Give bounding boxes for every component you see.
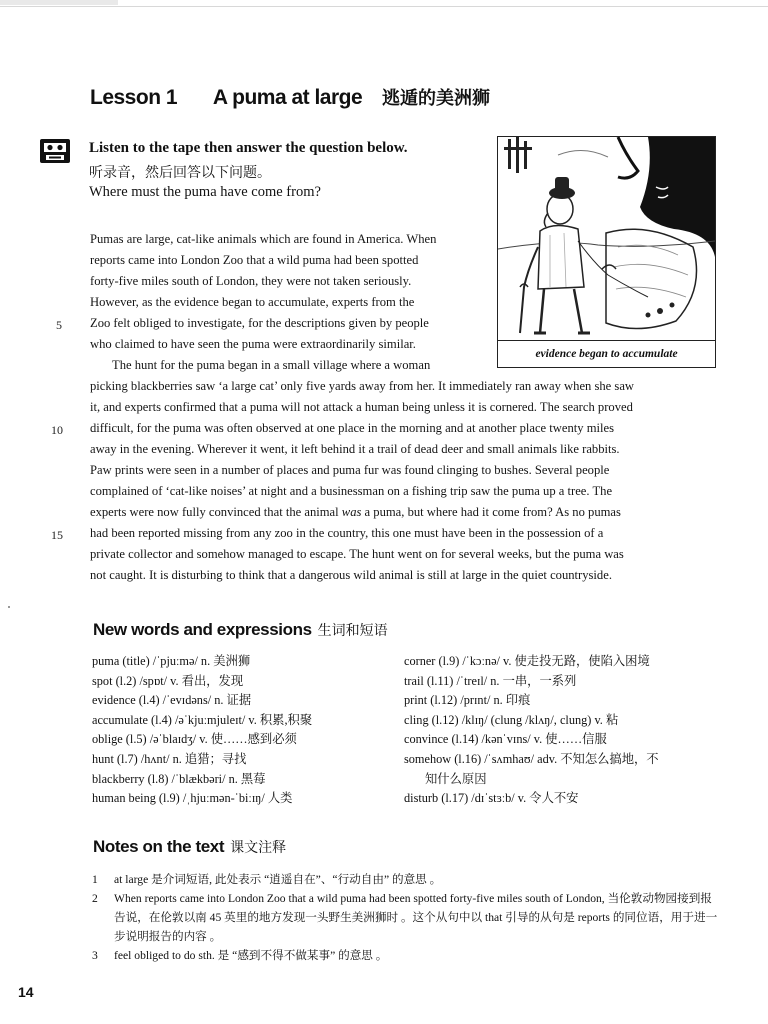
vocab-entry: puma (title) /ˈpjuːmə/ n. 美洲狮 <box>92 654 251 668</box>
vocab-list-right <box>404 652 714 809</box>
notes-heading-zh: 课文注释 <box>230 840 287 856</box>
vocab-entry <box>404 750 714 789</box>
vocab-list-left <box>92 652 392 809</box>
line-number: 15 <box>51 528 63 542</box>
passage-text: a puma, but where had it come from? As no pumas <box>361 505 621 519</box>
vocab-entry: convince (l.14) /kənˈvɪns/ v. 使……信服 <box>404 732 607 747</box>
note-item <box>92 946 720 965</box>
passage-line: away in the evening. Wherever it went, it left behind it a trail of dead deer and small animals like rabbits. <box>90 442 620 456</box>
note-number: 3 <box>92 949 98 962</box>
passage-line: it, and experts confirmed that a puma will not attack a human being unless it is cornered. The search proved <box>90 400 633 414</box>
note-text: When reports came into London Zoo that a wild puma had been spotted forty-five miles south of London, 当伦敦动物园接到报告说，在伦敦以南 45 英里的地方发现一头野生美洲狮时 。这个从句中以 that 引导的从句是 reports 的同位语，用于进一步说明报告的内容 。 <box>114 892 718 943</box>
passage-line: However, as the evidence began to accumulate, experts from the <box>90 295 415 309</box>
illustration-caption: evidence began to accumulate <box>498 340 715 367</box>
passage-line: Paw prints were seen in a number of places and puma fur was found clinging to bushes. Several people <box>90 463 610 477</box>
passage-line: who claimed to have seen the puma were extraordinarily similar. <box>90 337 416 351</box>
vocab-entry-text: somehow (l.16) /ˈsʌmhaʊ/ adv. 不知怎么搞地，不 <box>404 751 659 766</box>
passage-line: not caught. It is disturbing to think that a dangerous wild animal is still at large in the quiet countryside. <box>90 568 612 582</box>
margin-speck <box>8 606 10 608</box>
passage-emphasis: was <box>341 505 362 519</box>
passage-line: The hunt for the puma began in a small village where a woman <box>112 358 431 372</box>
vocab-entry: accumulate (l.4) /əˈkjuːmjuleɪt/ v. 积累,积聚 <box>92 712 313 727</box>
passage-line: picking blackberries saw ‘a large cat’ only five yards away from her. It immediately ran away when she saw <box>90 379 635 393</box>
notes-list <box>92 870 720 965</box>
lesson-title <box>90 84 490 110</box>
passage-top <box>90 229 478 376</box>
line-number: 10 <box>51 423 63 437</box>
cassette-tape-icon <box>39 138 71 164</box>
note-number: 2 <box>92 892 98 905</box>
vocab-entry: spot (l.2) /spɒt/ v. 看出，发现 <box>92 673 244 688</box>
notes-heading <box>93 837 286 857</box>
question-prompt-zh: 听录音，然后回答以下问题。 <box>89 165 271 181</box>
lesson-number: Lesson 1 <box>90 86 178 109</box>
passage-line: Pumas are large, cat-like animals which are found in America. When <box>90 232 437 246</box>
vocab-entry: oblige (l.5) /əˈblaɪdʒ/ v. 使……感到必须 <box>92 732 297 747</box>
vocab-heading-en: New words and expressions <box>93 620 312 639</box>
passage-text: experts were now fully convinced that the animal <box>90 505 342 519</box>
note-text: at large 是介词短语, 此处表示 “逍遥自在”、“行动自由” 的意思 。 <box>114 873 442 886</box>
vocab-entry-continuation: 知什么原因 <box>425 771 487 786</box>
vocab-entry: trail (l.11) /ˈtreɪl/ n. 一串，一系列 <box>404 673 577 688</box>
passage-line <box>90 502 712 523</box>
vocab-entry: evidence (l.4) /ˈevɪdəns/ n. 证据 <box>92 693 252 708</box>
vocab-entry: human being (l.9) /ˌhjuːmən-ˈbiːɪŋ/ 人类 <box>92 791 293 806</box>
page-number: 14 <box>18 984 34 1000</box>
comprehension-question: Where must the puma have come from? <box>89 184 321 200</box>
vocab-entry: hunt (l.7) /hʌnt/ n. 追猎；寻找 <box>92 751 247 766</box>
passage-line: reports came into London Zoo that a wild puma had been spotted <box>90 253 419 267</box>
question-prompt-en: Listen to the tape then answer the question below. <box>89 140 408 156</box>
passage-full <box>90 376 712 586</box>
vocab-entry: print (l.12) /prɪnt/ n. 印痕 <box>404 693 531 708</box>
note-number: 1 <box>92 873 98 886</box>
vocab-entry: blackberry (l.8) /ˈblækbəri/ n. 黑莓 <box>92 771 266 786</box>
lesson-title-zh: 逃遁的美洲狮 <box>382 88 490 109</box>
passage-line: Zoo felt obliged to investigate, for the descriptions given by people <box>90 316 429 330</box>
vocab-entry: cling (l.12) /klɪŋ/ (clung /klʌŋ/, clung) v. 粘 <box>404 712 619 727</box>
passage-line: difficult, for the puma was often observed at one place in the morning and at another place twenty miles <box>90 421 614 435</box>
note-item <box>92 870 720 889</box>
passage-line: complained of ‘cat-like noises’ at night and a businessman on a fishing trip saw the puma up a tree. The <box>90 484 613 498</box>
vocab-heading <box>93 620 388 640</box>
passage-line: had been reported missing from any zoo in the country, this one must have been in the possession of a <box>90 526 604 540</box>
note-text: feel obliged to do sth. 是 “感到不得不做某事” 的意思 。 <box>114 949 388 962</box>
vocab-heading-zh: 生词和短语 <box>317 623 388 639</box>
illustration-drawing <box>498 137 715 340</box>
passage-line: private collector and somehow managed to escape. The hunt went on for several weeks, but the puma was <box>90 547 624 561</box>
top-scan-mark <box>0 0 118 5</box>
notes-heading-en: Notes on the text <box>93 837 225 856</box>
line-number: 5 <box>56 318 62 332</box>
passage-line: forty-five miles south of London, they were not taken seriously. <box>90 274 412 288</box>
vocab-entry: corner (l.9) /ˈkɔːnə/ v. 使走投无路，使陷入困境 <box>404 654 650 668</box>
illustration <box>497 136 716 368</box>
note-item <box>92 889 720 946</box>
vocab-entry: disturb (l.17) /dɪˈstɜːb/ v. 令人不安 <box>404 791 579 806</box>
lesson-title-en: A puma at large <box>212 86 363 109</box>
